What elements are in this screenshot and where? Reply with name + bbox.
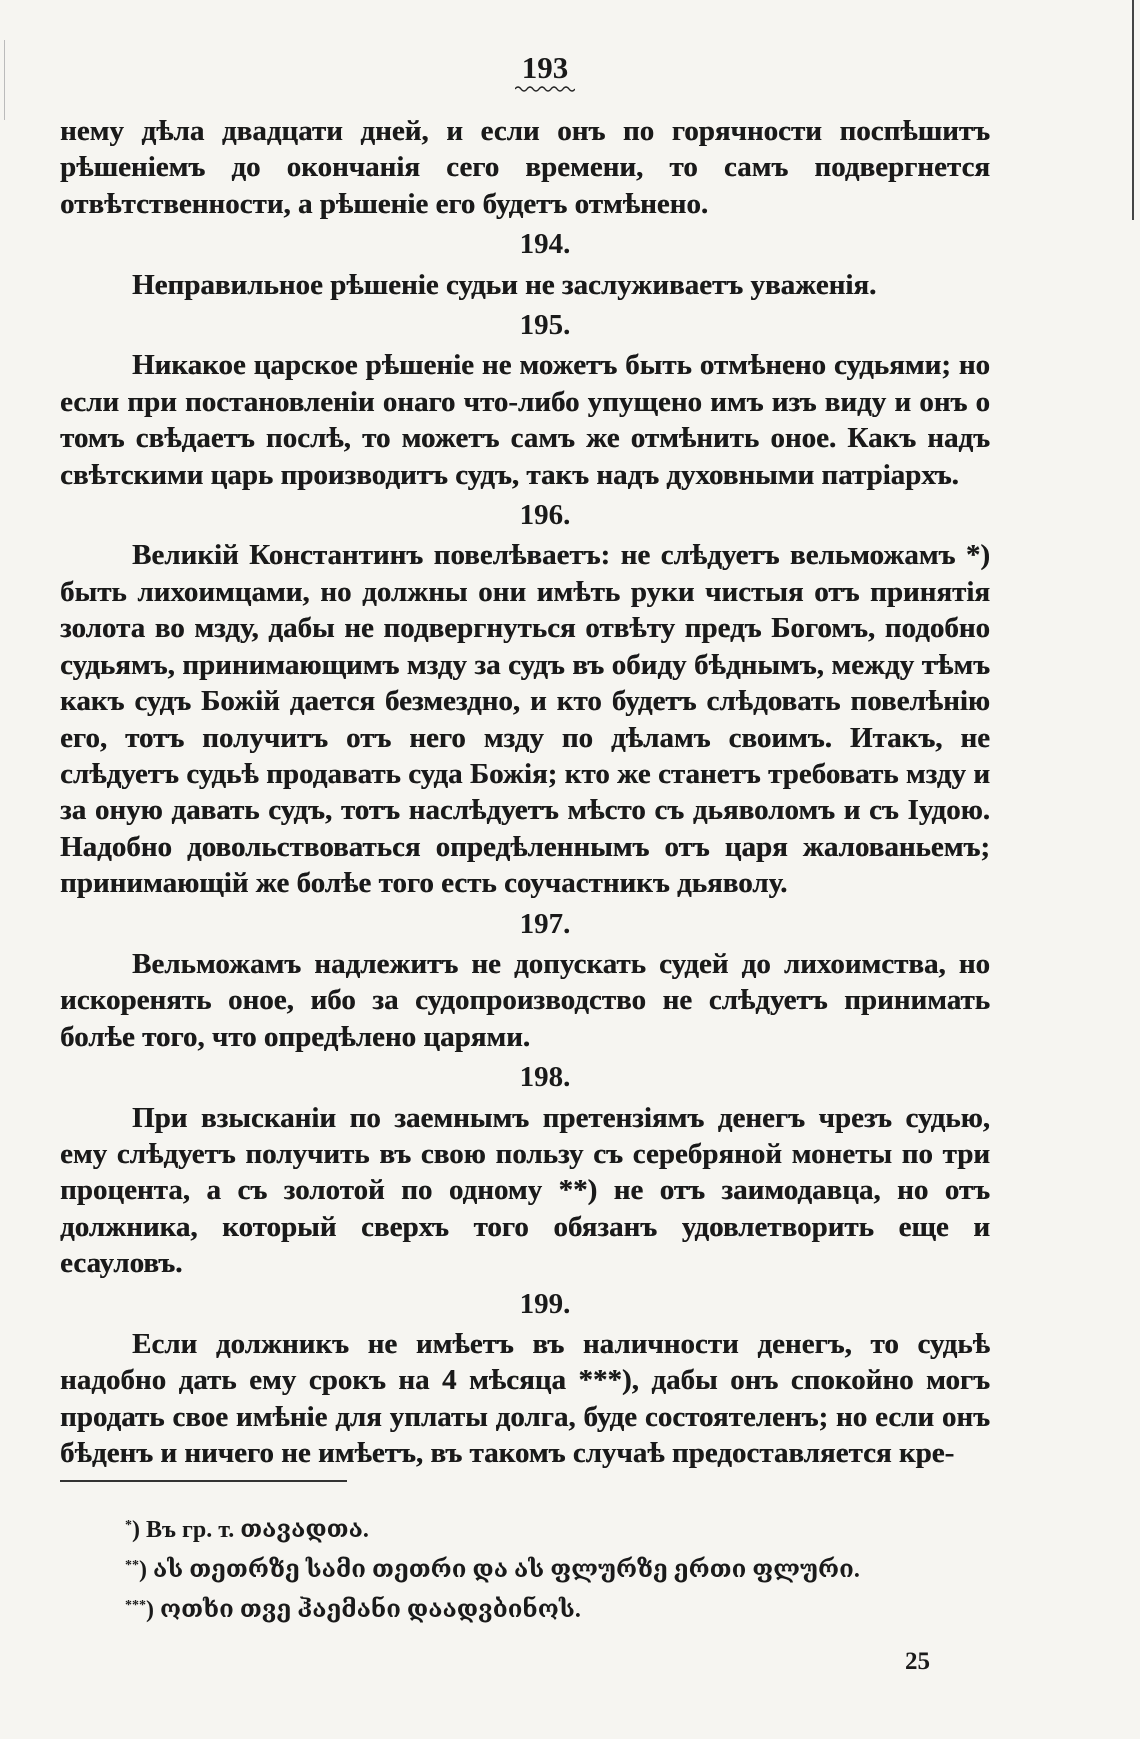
paragraph-197: Вельможамъ надлежитъ не допускать судей до лихоимства, но искоренять оное, ибо за судопроизводство не слѣдуетъ принимать болѣе того, что опредѣлено царями. xyxy=(60,947,990,1053)
footnote-mark: * xyxy=(125,1518,132,1533)
paragraph-196: Великій Константинъ повелѣваетъ: не слѣдуетъ вельможамъ *) быть лихоимцами, но должны они имѣть руки чистыя отъ принятія золота во мзду, дабы не подвергнуться отвѣту предъ Богомъ, подобно судьямъ, принимающимъ мзду за судъ въ обиду бѣднымъ, между тѣмъ какъ судъ Божій дается безмездно, и кто будетъ слѣдовать повелѣнію его, тотъ получитъ отъ него мзду по дѣламъ своимъ. Итакъ, не слѣдуетъ судьѣ продавать суда Божія; кто же станетъ требовать мзду и за оную давать судъ, тотъ наслѣдуетъ мѣсто съ дьяволомъ и съ Іудою. Надобно довольствоваться опредѣленнымъ отъ царя жалованьемъ; принимающій же болѣе того есть соучастникъ дьяволу. xyxy=(60,539,990,900)
squiggle-underline-icon xyxy=(515,85,575,93)
footnote-text: ) ოთხი თვე ჰაემანი დაადვბინოს. xyxy=(146,1597,581,1623)
footnote-divider xyxy=(60,1480,347,1482)
page-edge-mark xyxy=(1132,0,1134,220)
section-number-198: 198. xyxy=(519,1061,571,1094)
footnote-text: ) Въ гр. т. თავადთა. xyxy=(132,1517,369,1543)
page-number-text: 193 xyxy=(521,50,569,85)
section-number-194: 194. xyxy=(519,228,571,261)
footnote-text: ) ას თეთრზე სამი თეთრი და ას ფლურზე ერთი ფლური. xyxy=(139,1557,860,1583)
paragraph-193-continuation: нему дѣла двадцати дней, и если онъ по горячности поспѣшитъ рѣшеніемъ до окончанія сего времени, то самъ подвергнется отвѣтственности, а рѣшеніе его будетъ отмѣнено. xyxy=(60,115,990,220)
page-body xyxy=(60,52,990,1472)
section-number-195: 195. xyxy=(519,309,571,342)
section-number-199: 199. xyxy=(519,1287,571,1320)
footnote-3 xyxy=(125,1588,925,1628)
footnote-2 xyxy=(125,1548,925,1588)
page-number xyxy=(100,52,990,93)
footnote-mark: ** xyxy=(125,1558,139,1573)
paragraph-198: При взысканіи по заемнымъ претензіямъ денегъ чрезъ судью, ему слѣдуетъ получить въ свою пользу съ серебряной монеты по три процента, а съ золотой по одному **) не отъ заимодавца, но отъ должника, который сверхъ того обязанъ удовлетворить еще и есауловъ. xyxy=(60,1101,990,1280)
margin-mark xyxy=(4,40,5,120)
paragraph-195: Никакое царское рѣшеніе не можетъ быть отмѣнено судьями; но если при постановленіи онаго что-либо упущено имъ изъ виду и онъ о томъ свѣдаетъ послѣ, то можетъ самъ же отмѣнить оное. Какъ надъ свѣтскими царь производитъ судъ, такъ надъ духовными патріархъ. xyxy=(60,349,990,491)
signature-mark: 25 xyxy=(905,1648,930,1675)
footnotes xyxy=(125,1508,925,1628)
footnote-1 xyxy=(125,1508,925,1548)
footnote-mark: *** xyxy=(125,1598,146,1613)
section-number-196: 196. xyxy=(519,499,571,532)
paragraph-199: Если должникъ не имѣетъ въ наличности денегъ, то судьѣ надобно дать ему срокъ на 4 мѣсяца ***), дабы онъ спокойно могъ продать свое имѣніе для уплаты долга, буде состоятеленъ; но если онъ бѣденъ и ничего не имѣетъ, въ такомъ случаѣ предоставляется кре- xyxy=(60,1328,990,1470)
section-number-197: 197. xyxy=(519,907,571,940)
paragraph-194: Неправильное рѣшеніе судьи не заслуживаетъ уваженія. xyxy=(132,268,877,301)
